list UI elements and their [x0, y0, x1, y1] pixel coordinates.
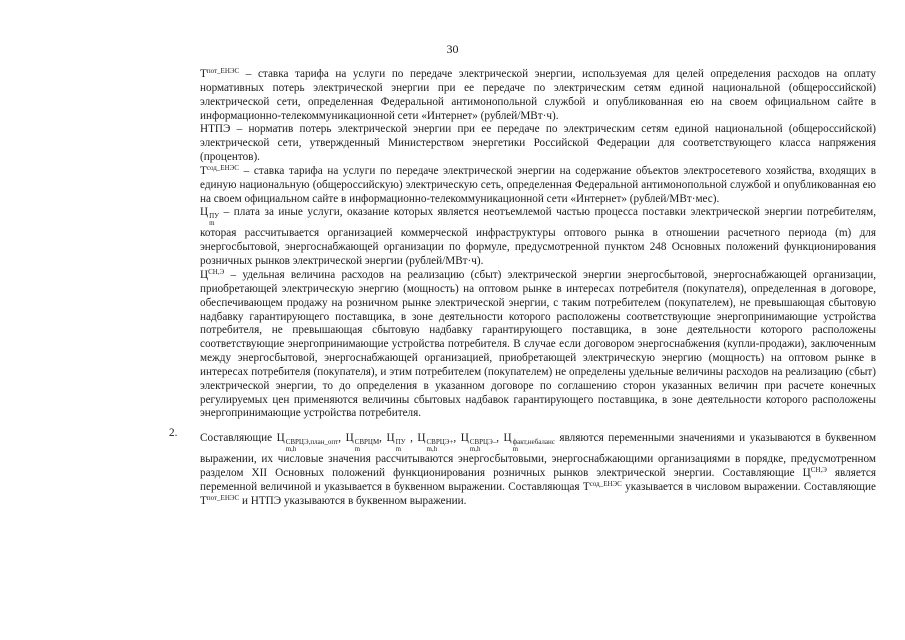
symbol-c-fact-nebalans: Ц факт,небаланс m [503, 432, 555, 454]
item2-text-3: указывается в числовом выражении. Составляющие [621, 480, 876, 493]
item2-lead: Составляющие [200, 432, 277, 445]
symbol-t-sod-2: $Т^{сод\_ЕНЭС}$ [582, 479, 622, 493]
definition-t-pot: $Т^{пот\_ЕНЭС}$ – ставка тарифа на услуги по передаче электрической энергии, используемая для целей определения расходов на оплату нормативных потерь электрической энергии при ее передаче по электрическим сетям единой национальной (общероссийской) электрической сети, определенная Федеральной антимонопольной службой и опубликованная ею на своем официальном сайте в информационно-телекоммуникационной сети «Интернет» (рублей/МВт·ч). [200, 67, 876, 122]
list-item-number: 2. [169, 427, 178, 440]
symbol-c-svrce-plan: Ц СВРЦЭ,план_опт m,h [276, 432, 339, 454]
symbol-c-svrcm: Ц СВРЦМ m [345, 432, 380, 454]
symbol-c-pu-2: Ц ПУ m [386, 432, 406, 454]
definition-ntpe: НТПЭ – норматив потерь электрической энергии при ее передаче по электрическим сетям единой национальной (общероссийской) электрической сети, утвержденный Министерством энергетики Российской Федерации для соответствующего класса напряжения (процентов). [200, 123, 876, 164]
definition-c-pu: Ц ПУ m – плата за иные услуги, оказание которых является неотъемлемой частью процесса поставки электрической энергии потребителям, которая рассчитывается организацией коммерческой инфраструктуры оптового рынка в отношении расчетного периода (m) для энергосбытовой, энергоснабжающей организации по формуле, предусмотренной пунктом 248 Основных положений функционирования розничных рынков электрической энергии (рублей/МВт·ч). [200, 206, 876, 268]
definition-c-sne: $Ц^{СН,Э}$ – удельная величина расходов на реализацию (сбыт) электрической энергии энергосбытовой, энергоснабжающей организации, приобретающей электрическую энергию (мощность) на оптовом рынке в интересах потребителя (покупателя), определенная в договоре, обеспечивающем продажу на розничном рынке электрической энергии, с таким потребителем (покупателем), не превышающая сбытовую надбавку гарантирующего поставщика, в зоне деятельности которого расположены соответствующие энергопринимающие устройства потребителя, не превышающая сбытовую надбавку гарантирующего поставщика, в зоне деятельности которого расположены соответствующие энергопринимающие устройства потребителя. В случае если договором энергоснабжения (купли-продажи), заключенным между энергосбытовой, энергоснабжающей организацией, приобретающей электрическую энергию (мощность) на оптовом рынке в интересах потребителя (покупателя), и этим потребителем (покупателем) не определены удельные величины расходов на реализацию (сбыт) электрической энергии, то до определения в указанном договоре по соглашению сторон указанных величин при расчете конечных регулируемых цен применяются величины сбытовых надбавок гарантирующего поставщика, в зоне деятельности которого расположены энергопринимающие устройства потребителя. [200, 267, 876, 420]
list-item-2: 2. Составляющие Ц СВРЦЭ,план_опт m,h , Ц СВРЦМ m , Ц ПУ m , Ц СВРЦЭ+ m,h , Ц СВРЦЭ– m,h , Ц факт,небаланс m являются переменными значениями и указываются в буквенном выражении, их числовые значения рассчитываются энергосбытовыми, энергоснабжающими организациями в порядке, предусмотренном разделом XII Основных положений функционирования розничных рынков электрической энергии. Составляющие $Ц^{СН,Э}$ является переменной величиной и указывается в буквенном выражении. Составляющая $Т^{сод\_ЕНЭС}$ указывается в числовом выражении. Составляющие $Т^{пот\_ЕНЭС}$ и НТПЭ указываются в буквенном выражении. [169, 427, 877, 507]
symbol-t-pot-2: $Т^{пот\_ЕНЭС}$ [200, 493, 240, 507]
document-body [169, 67, 877, 509]
symbol-c-sne-2: $Ц^{СН,Э}$ [802, 466, 827, 480]
symbol-t-sod: $Т^{сод\_ЕНЭС}$ [200, 163, 239, 177]
symbol-c-svrce-minus: Ц СВРЦЭ– m,h [460, 432, 497, 454]
symbol-c-svrce-plus: Ц СВРЦЭ+ m,h [417, 432, 454, 454]
symbol-t-pot: $Т^{пот\_ЕНЭС}$ [200, 67, 240, 80]
symbol-c-sne: $Ц^{СН,Э}$ [200, 267, 225, 281]
page-number: 30 [446, 42, 459, 56]
definition-t-sod: $Т^{сод\_ЕНЭС}$ – ставка тарифа на услуги по передаче электрической энергии на содержание объектов электросетевого хозяйства, входящих в единую национальную (общероссийскую) электрическую сеть, определенная Федеральной антимонопольной службой и опубликованная ею на своем официальном сайте в информационно-телекоммуникационной сети «Интернет» (рублей/МВт·мес). [200, 163, 876, 205]
symbol-c-pu: Ц ПУ m [200, 206, 220, 228]
item2-text-4: и НТПЭ указываются в буквенном выражении. [239, 494, 467, 507]
item2-text-2: является переменной величиной и указывается в буквенном выражении. Составляющая [200, 467, 876, 493]
item2-text-1: являются переменными значениями и указываются в буквенном выражении, их числовые значения рассчитываются энергосбытовыми, энергоснабжающими организациями в порядке, предусмотренном разделом XII Основных положений функционирования розничных рынков электрической энергии. Составляющие [200, 432, 877, 480]
